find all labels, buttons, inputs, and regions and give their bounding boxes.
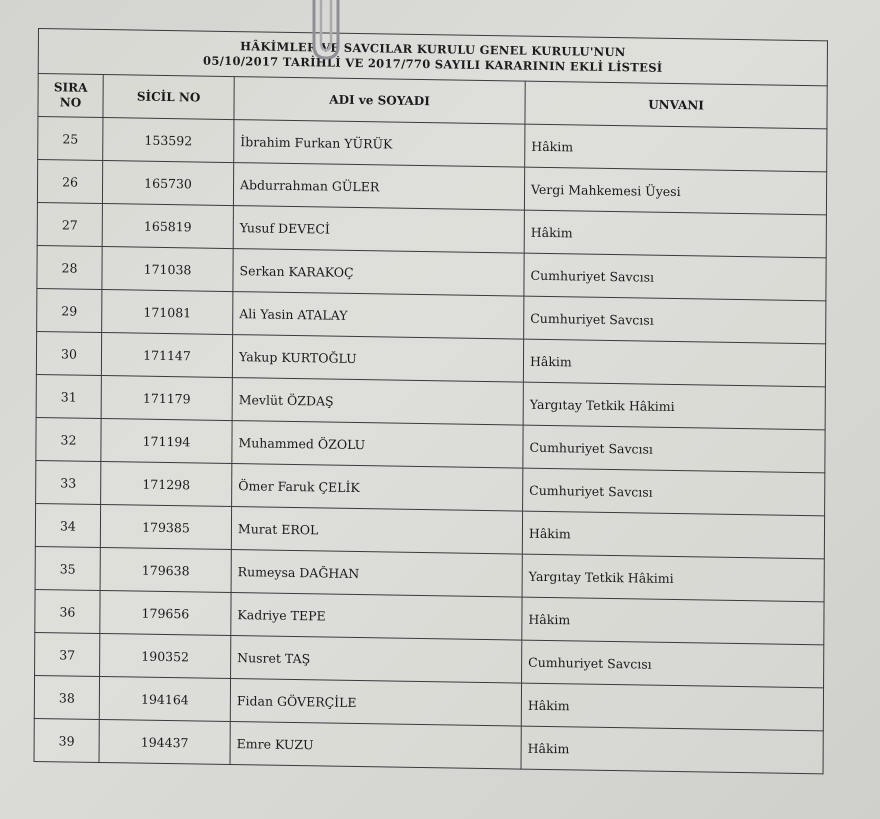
document-sheet <box>34 28 828 774</box>
name-cell: Fidan GÖVERÇİLE <box>230 679 521 727</box>
sira-cell: 37 <box>35 632 100 676</box>
sira-cell: 28 <box>37 245 102 289</box>
sira-header-line-1: SIRA <box>53 80 88 95</box>
title-cell-value: Cumhuriyet Savcısı <box>524 296 826 344</box>
title-cell-value: Yargıtay Tetkik Hâkimi <box>522 554 824 602</box>
sicil-cell: 190352 <box>100 633 231 678</box>
title-cell-value: Hâkim <box>522 597 824 645</box>
title-cell-value: Vergi Mahkemesi Üyesi <box>524 167 826 215</box>
paper-clip-icon <box>300 0 352 62</box>
sira-cell: 34 <box>35 503 100 547</box>
name-cell: Murat EROL <box>231 507 522 555</box>
sicil-cell: 165819 <box>102 204 233 249</box>
title-cell-value: Hâkim <box>525 124 827 172</box>
title-cell-value: Cumhuriyet Savcısı <box>523 468 825 516</box>
column-header-sira <box>38 74 103 118</box>
sira-cell: 27 <box>37 202 102 246</box>
name-cell: İbrahim Furkan YÜRÜK <box>234 120 525 168</box>
personnel-table <box>34 28 828 774</box>
column-header-ad: ADI ve SOYADI <box>234 77 525 125</box>
sira-cell: 35 <box>35 546 100 590</box>
name-cell: Ali Yasin ATALAY <box>233 292 524 340</box>
sicil-cell: 171147 <box>101 333 232 378</box>
name-cell: Abdurrahman GÜLER <box>233 163 524 211</box>
title-cell-value: Hâkim <box>521 726 823 774</box>
sira-cell: 32 <box>36 417 101 461</box>
name-cell: Nusret TAŞ <box>231 636 522 684</box>
name-cell: Ömer Faruk ÇELİK <box>232 464 523 512</box>
title-cell-value: Cumhuriyet Savcısı <box>524 253 826 301</box>
sicil-cell: 171081 <box>102 290 233 335</box>
sira-cell: 39 <box>34 718 99 762</box>
title-cell-value: Yargıtay Tetkik Hâkimi <box>523 382 825 430</box>
sicil-cell: 179385 <box>100 504 231 549</box>
sira-cell: 29 <box>37 288 102 332</box>
sicil-cell: 194437 <box>99 719 230 764</box>
sira-cell: 33 <box>36 460 101 504</box>
sira-header-line-2: NO <box>59 95 82 110</box>
name-cell: Kadriye TEPE <box>231 593 522 641</box>
title-cell-value: Hâkim <box>522 511 824 559</box>
title-line-2: 05/10/2017 TARİHLİ VE 2017/770 SAYILI KARARININ EKLİ LİSTESİ <box>203 53 663 75</box>
name-cell: Emre KUZU <box>230 722 521 770</box>
sicil-cell: 153592 <box>103 118 234 163</box>
column-header-unvan: UNVANI <box>525 81 827 129</box>
title-cell-value: Hâkim <box>523 339 825 387</box>
sicil-cell: 171038 <box>102 247 233 292</box>
sicil-cell: 171298 <box>101 461 232 506</box>
name-cell: Mevlüt ÖZDAŞ <box>232 378 523 426</box>
sicil-cell: 165730 <box>102 161 233 206</box>
name-cell: Rumeysa DAĞHAN <box>231 550 522 598</box>
sira-cell: 31 <box>36 374 101 418</box>
name-cell: Yusuf DEVECİ <box>233 206 524 254</box>
title-cell-value: Hâkim <box>521 683 823 731</box>
sira-cell: 30 <box>36 331 101 375</box>
sicil-cell: 171179 <box>101 376 232 421</box>
title-cell-value: Hâkim <box>524 210 826 258</box>
title-cell-value: Cumhuriyet Savcısı <box>522 640 824 688</box>
sicil-cell: 194164 <box>99 676 230 721</box>
sira-cell: 36 <box>35 589 100 633</box>
sira-cell: 26 <box>37 159 102 203</box>
name-cell: Serkan KARAKOÇ <box>233 249 524 297</box>
sicil-cell: 171194 <box>101 418 232 463</box>
title-line-1: HÂKİMLER VE SAVCILAR KURULU GENEL KURULU'NUN <box>240 39 626 60</box>
name-cell: Yakup KURTOĞLU <box>232 335 523 383</box>
sicil-cell: 179656 <box>100 590 231 635</box>
title-cell-value: Cumhuriyet Savcısı <box>523 425 825 473</box>
sira-cell: 25 <box>38 117 103 161</box>
name-cell: Muhammed ÖZOLU <box>232 421 523 469</box>
column-header-sicil: SİCİL NO <box>103 75 234 120</box>
sira-cell: 38 <box>34 675 99 719</box>
sicil-cell: 179638 <box>100 547 231 592</box>
